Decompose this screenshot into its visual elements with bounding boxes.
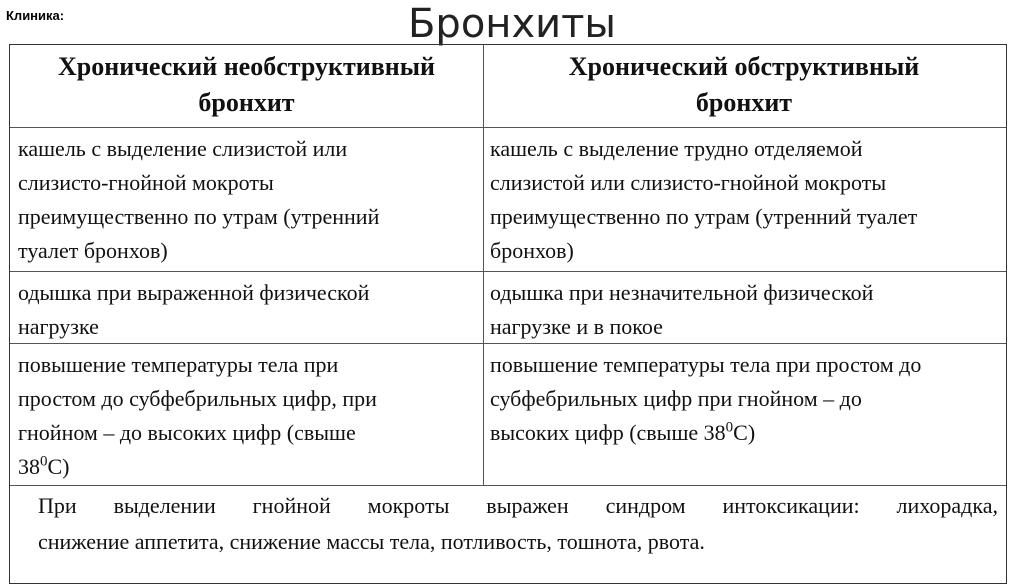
header-line: бронхит: [695, 88, 793, 117]
table-cell: [10, 344, 484, 485]
table-row-temperature: [10, 343, 1006, 485]
clinic-label: Клиника:: [6, 8, 65, 23]
cell-line: одышка при незначительной физической: [490, 280, 874, 305]
table-cell: [484, 344, 1006, 485]
table-cell: [10, 128, 484, 271]
table-cell: [484, 272, 1006, 343]
slide-title: Бронхиты: [407, 1, 616, 47]
cell-line: нагрузке: [18, 314, 99, 339]
cell-line: повышение температуры тела при: [18, 352, 339, 377]
cell-line: повышение температуры тела при простом до: [490, 352, 922, 377]
table-cell: [484, 128, 1006, 271]
cell-line: кашель с выделение слизистой или: [18, 136, 348, 161]
table-row-cough: [10, 127, 1006, 271]
table-header-row: [10, 45, 1006, 127]
cell-line: простом до субфебрильных цифр, при: [18, 386, 377, 411]
cell-line: гнойном – до высоких цифр (свыше: [18, 420, 356, 445]
table-cell: [10, 272, 484, 343]
table-row-dyspnea: [10, 271, 1006, 343]
cell-line: субфебрильных цифр при гнойном – до: [490, 386, 862, 411]
cell-line: одышка при выраженной физической: [18, 280, 370, 305]
cell-line: туалет бронхов): [18, 238, 168, 263]
cell-line: слизистой или слизисто-гнойной мокроты: [490, 170, 887, 195]
cell-line: нагрузке и в покое: [490, 314, 663, 339]
comparison-table: [9, 44, 1007, 584]
note-line: При выделении гнойной мокроты выражен синдром интоксикации: лихорадка,: [38, 493, 998, 518]
cell-line: преимущественно по утрам (утренний туалет: [490, 204, 918, 229]
header-line: Хронический обструктивный: [568, 52, 920, 81]
column-header-obstructive: [484, 45, 1006, 127]
note-line: снижение аппетита, снижение массы тела, потливость, тошнота, рвота.: [38, 529, 705, 554]
cell-line: бронхов): [490, 238, 574, 263]
temperature-value: 38: [18, 454, 40, 479]
cell-line: [490, 416, 998, 450]
temperature-unit: С): [47, 454, 70, 479]
cell-line: преимущественно по утрам (утренний: [18, 204, 380, 229]
degree-superscript: 0: [725, 419, 734, 436]
cell-line: [18, 450, 475, 484]
intoxication-note: [10, 485, 1006, 560]
degree-superscript: 0: [40, 453, 48, 470]
column-header-nonobstructive: [10, 45, 484, 127]
cell-line: слизисто-гнойной мокроты: [18, 170, 274, 195]
temperature-unit: С): [733, 420, 756, 445]
cell-line: кашель с выделение трудно отделяемой: [490, 136, 863, 161]
header-line: Хронический необструктивный: [58, 52, 435, 81]
header-line: бронхит: [198, 88, 295, 117]
temperature-text: высоких цифр (свыше 38: [490, 420, 726, 445]
